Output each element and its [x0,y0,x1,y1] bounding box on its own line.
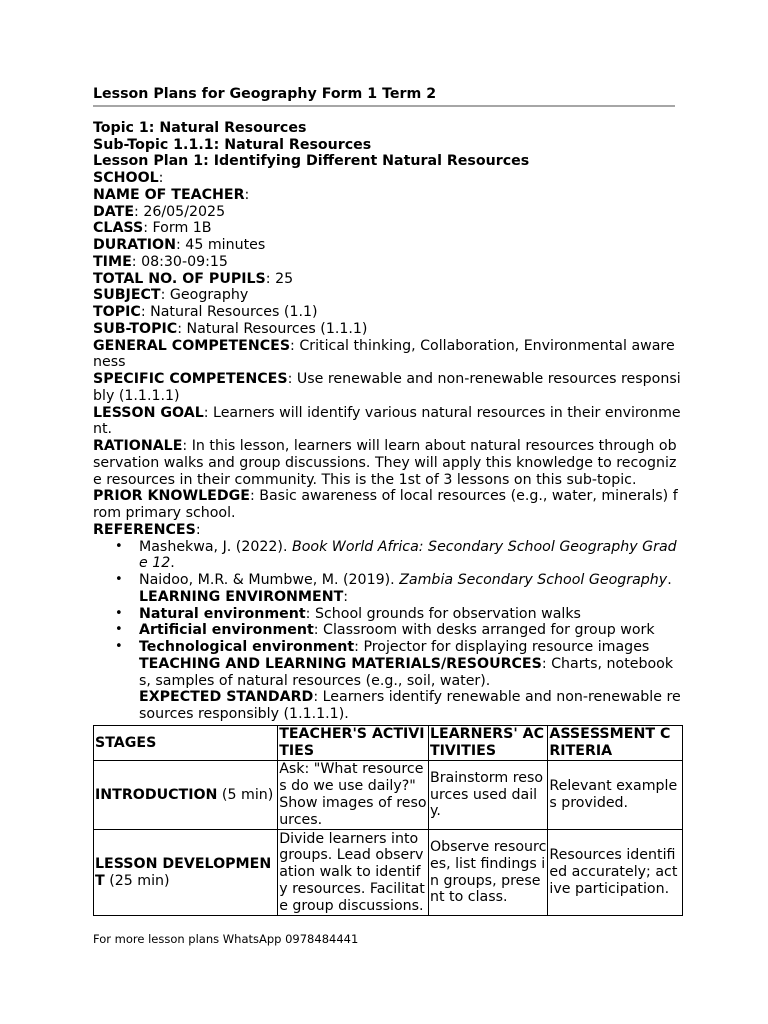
field-time: TIME: 08:30-09:15 [93,253,228,270]
stage-cell: INTRODUCTION (5 min) [94,761,278,830]
footer-contact: For more lesson plans WhatsApp 0978484441 [93,932,359,946]
subtopic-heading: Sub-Topic 1.1.1: Natural Resources [93,136,372,153]
header-assessment-criteria: ASSESSMENT CRITERIA [548,726,683,761]
field-prior-knowledge: PRIOR KNOWLEDGE: Basic awareness of local resources (e.g., water, minerals) from primary school. [93,488,678,521]
references-list [93,539,683,723]
title-divider [93,105,675,107]
lesson-fields [93,170,683,539]
document-title: Lesson Plans for Geography Form 1 Term 2 [93,86,437,102]
field-general-competences: GENERAL COMPETENCES: Critical thinking, Collaboration, Environmental awareness [93,337,675,371]
teacher-activity-cell: Divide learners into groups. Lead observation walk to identify resources. Facilitate group discussions. [278,830,429,916]
field-duration: DURATION: 45 minutes [93,237,266,253]
field-specific-competences: SPECIFIC COMPETENCES: Use renewable and non-renewable resources responsibly (1.1.1.1) [93,371,681,404]
stage-cell: LESSON DEVELOPMENT (25 min) [94,830,278,916]
topic-heading: Topic 1: Natural Resources [93,119,307,136]
table-row [94,830,683,916]
materials-paragraph: TEACHING AND LEARNING MATERIALS/RESOURCES: Charts, notebooks, samples of natural resources (e.g., soil, water). [139,655,674,689]
header-stages: STAGES [94,726,278,761]
learner-activity-cell: Brainstorm resources used daily. [428,761,547,830]
assessment-cell: Relevant examples provided. [548,761,683,830]
field-subject: SUBJECT: Geography [93,287,249,304]
lesson-plan-document [93,86,683,723]
environment-item-technological: • Technological environment: Projector for displaying resource images [139,639,683,656]
reference-item: • Mashekwa, J. (2022). Book World Africa: Secondary School Geography Grade 12. [139,539,683,573]
field-school: SCHOOL: [93,170,164,186]
environment-item-artificial: • Artificial environment: Classroom with desks arranged for group work [139,622,683,639]
assessment-cell: Resources identified accurately; active participation. [548,830,683,916]
field-class: CLASS: Form 1B [93,220,212,237]
teacher-activity-cell: Ask: "What resources do we use daily?" Show images of resources. [279,761,427,828]
field-date: DATE: 26/05/2025 [93,203,226,220]
field-lesson-goal: LESSON GOAL: Learners will identify various natural resources in their environment. [93,404,681,438]
lesson-stages-table [93,725,683,916]
expected-standard-paragraph: EXPECTED STANDARD: Learners identify renewable and non-renewable resources responsibly (1.1.1.1). [139,689,681,722]
header-teacher-activities: TEACHER'S ACTIVITIES [278,726,429,761]
field-topic: TOPIC: Natural Resources (1.1) [93,304,318,320]
table-header-row [94,726,683,761]
field-rationale: RATIONALE: In this lesson, learners will learn about natural resources through observation walks and group discussions. They will apply this knowledge to recognize resources in their community. This is the 1st of 3 lessons on this sub-topic. [93,438,677,488]
reference-item: • Naidoo, M.R. & Mumbwe, M. (2019). Zambia Secondary School Geography. [139,572,683,589]
field-references: REFERENCES: [93,521,201,538]
learning-environment-heading: LEARNING ENVIRONMENT: [139,588,349,605]
field-pupils: TOTAL NO. OF PUPILS: 25 [93,270,294,287]
lesson-plan-heading: Lesson Plan 1: Identifying Different Natural Resources [93,153,530,170]
header-learner-activities: LEARNERS' ACTIVITIES [428,726,547,761]
learner-activity-cell: Observe resources, list findings in groups, present to class. [428,830,547,916]
table-row [94,761,683,830]
field-teacher: NAME OF TEACHER: [93,186,250,203]
field-subtopic: SUB-TOPIC: Natural Resources (1.1.1) [93,320,368,337]
environment-item-natural: • Natural environment: School grounds for observation walks [139,606,683,623]
